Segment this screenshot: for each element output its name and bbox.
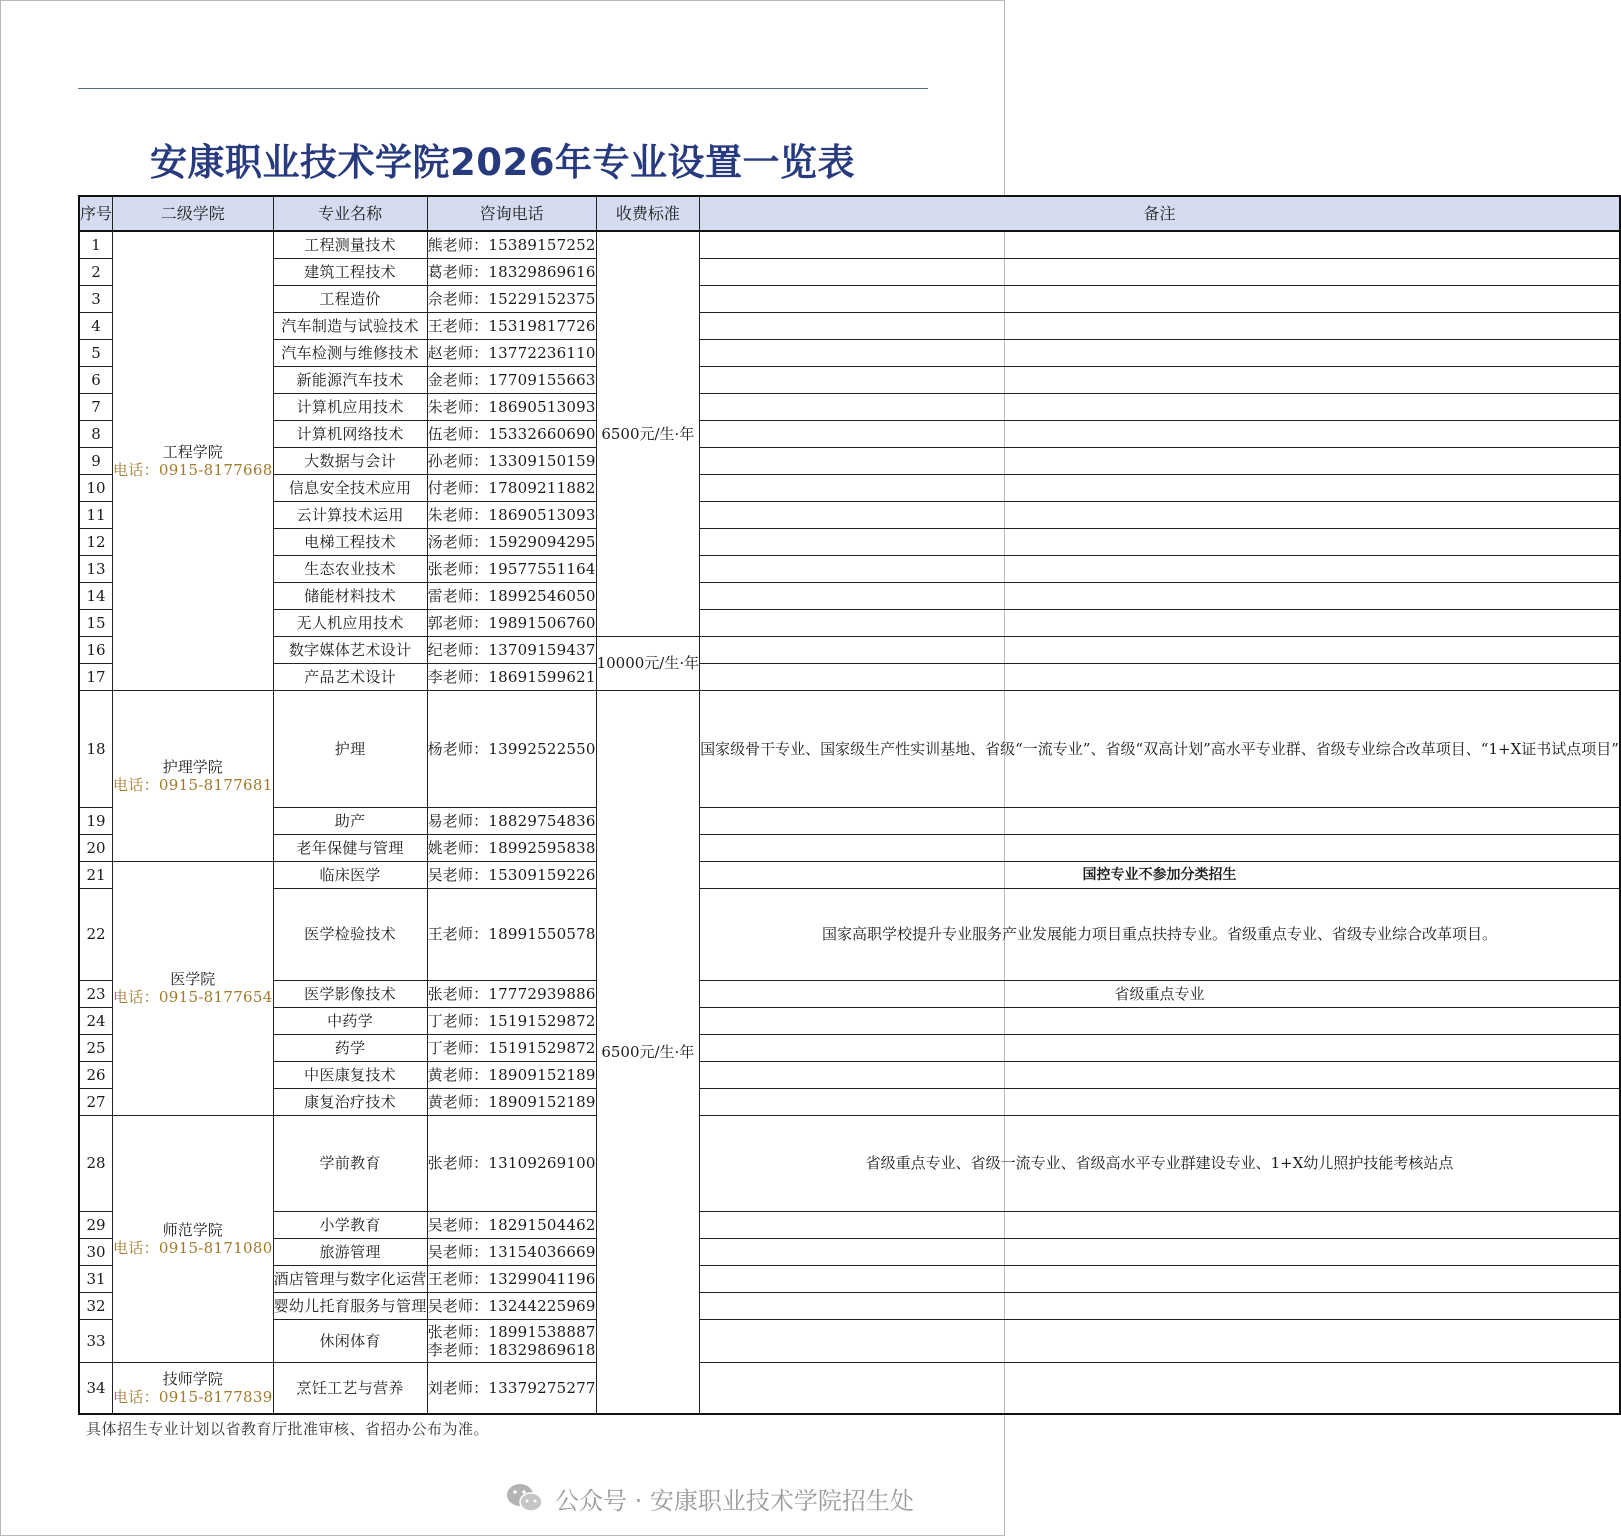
row-index: 7 <box>79 393 113 420</box>
row-index: 16 <box>79 636 113 663</box>
row-index: 19 <box>79 807 113 834</box>
contact-phone: 朱老师：18690513093 <box>427 505 596 524</box>
row-index: 29 <box>79 1211 113 1238</box>
remark <box>700 1238 1620 1265</box>
contact-phone: 吴老师：18291504462 <box>427 1215 596 1234</box>
remark <box>700 636 1620 663</box>
remark <box>700 1265 1620 1292</box>
major-name: 工程测量技术 <box>273 231 427 258</box>
contact-phone-cell <box>427 1211 596 1238</box>
table-row <box>79 366 1620 393</box>
contact-phone: 刘老师：13379275277 <box>427 1378 596 1397</box>
remark <box>700 447 1620 474</box>
major-name: 酒店管理与数字化运营 <box>273 1265 427 1292</box>
header-major: 专业名称 <box>273 196 427 231</box>
contact-phone-cell <box>427 1088 596 1115</box>
contact-phone: 易老师：18829754836 <box>427 811 596 830</box>
contact-phone: 付老师：17809211882 <box>427 478 596 497</box>
contact-phone-cell <box>427 1265 596 1292</box>
row-index: 26 <box>79 1061 113 1088</box>
remark <box>700 339 1620 366</box>
row-index: 30 <box>79 1238 113 1265</box>
remark <box>700 1034 1620 1061</box>
remark <box>700 312 1620 339</box>
remark <box>700 285 1620 312</box>
remark <box>700 834 1620 861</box>
remark: 国家高职学校提升专业服务产业发展能力项目重点扶持专业。省级重点专业、省级专业综合改革项目。 <box>700 888 1620 980</box>
table-body <box>79 231 1620 1414</box>
row-index: 2 <box>79 258 113 285</box>
remark: 省级重点专业 <box>700 980 1620 1007</box>
table-row <box>79 834 1620 861</box>
major-name: 医学检验技术 <box>273 888 427 980</box>
contact-phone: 吴老师：13154036669 <box>427 1242 596 1261</box>
row-index: 1 <box>79 231 113 258</box>
major-name: 数字媒体艺术设计 <box>273 636 427 663</box>
major-name: 小学教育 <box>273 1211 427 1238</box>
table-row <box>79 888 1620 980</box>
college-name: 医学院 <box>170 970 216 988</box>
major-name: 大数据与会计 <box>273 447 427 474</box>
contact-phone-cell <box>427 312 596 339</box>
contact-phone: 郭老师：19891506760 <box>427 613 596 632</box>
contact-phone: 张老师：18991538887 <box>427 1322 596 1341</box>
college-cell <box>113 861 274 1115</box>
remark <box>700 1362 1620 1414</box>
contact-phone-cell <box>427 474 596 501</box>
contact-phone-cell <box>427 528 596 555</box>
contact-phone-cell <box>427 636 596 663</box>
major-name: 汽车检测与维修技术 <box>273 339 427 366</box>
header-index: 序号 <box>79 196 113 231</box>
wechat-logo-icon <box>505 1481 545 1515</box>
major-name: 老年保健与管理 <box>273 834 427 861</box>
row-index: 8 <box>79 420 113 447</box>
contact-phone-cell <box>427 1319 596 1362</box>
major-name: 中医康复技术 <box>273 1061 427 1088</box>
table-row <box>79 1319 1620 1362</box>
major-name: 产品艺术设计 <box>273 663 427 690</box>
row-index: 32 <box>79 1292 113 1319</box>
remark <box>700 1211 1620 1238</box>
remark <box>700 528 1620 555</box>
remark <box>700 393 1620 420</box>
major-name: 烹饪工艺与营养 <box>273 1362 427 1414</box>
table-row <box>79 690 1620 807</box>
row-index: 13 <box>79 555 113 582</box>
contact-phone: 孙老师：13309150159 <box>427 451 596 470</box>
page-title: 安康职业技术学院2026年专业设置一览表 <box>150 141 855 184</box>
header-remark: 备注 <box>700 196 1620 231</box>
remark <box>700 1007 1620 1034</box>
college-name: 护理学院 <box>162 757 223 776</box>
contact-phone-cell <box>427 1061 596 1088</box>
contact-phone: 张老师：13109269100 <box>427 1154 596 1172</box>
college-phone: 电话：0915-8177668 <box>113 460 273 479</box>
major-name: 学前教育 <box>273 1115 427 1211</box>
contact-phone-cell <box>427 366 596 393</box>
table-row <box>79 258 1620 285</box>
major-table <box>78 195 1621 1415</box>
major-name: 生态农业技术 <box>273 555 427 582</box>
contact-phone-cell <box>427 285 596 312</box>
contact-phone-cell <box>427 1292 596 1319</box>
table-row <box>79 312 1620 339</box>
contact-phone: 王老师：13299041196 <box>427 1269 596 1288</box>
table-header-row <box>79 196 1620 231</box>
contact-phone: 丁老师：15191529872 <box>427 1038 596 1057</box>
contact-phone-cell <box>427 1007 596 1034</box>
row-index: 25 <box>79 1034 113 1061</box>
row-index: 31 <box>79 1265 113 1292</box>
contact-phone-cell <box>427 393 596 420</box>
contact-phone-cell <box>427 339 596 366</box>
table-row <box>79 420 1620 447</box>
contact-phone-cell <box>427 231 596 258</box>
major-name: 旅游管理 <box>273 1238 427 1265</box>
watermark <box>505 1478 914 1518</box>
watermark-text: 公众号 · 安康职业技术学院招生处 <box>555 1486 914 1515</box>
contact-phone: 伍老师：15332660690 <box>427 424 596 443</box>
college-phone: 电话：0915-8177681 <box>113 775 273 794</box>
college-phone: 电话：0915-8171080 <box>113 1238 273 1257</box>
table-row <box>79 1115 1620 1211</box>
row-index: 10 <box>79 474 113 501</box>
contact-phone: 朱老师：18690513093 <box>427 397 596 416</box>
remark <box>700 366 1620 393</box>
contact-phone: 黄老师：18909152189 <box>427 1092 596 1111</box>
table-row <box>79 231 1620 258</box>
table-row <box>79 1034 1620 1061</box>
remark <box>700 1088 1620 1115</box>
college-name: 技师学院 <box>162 1369 223 1388</box>
row-index: 24 <box>79 1007 113 1034</box>
table-row <box>79 555 1620 582</box>
table-row <box>79 980 1620 1007</box>
contact-phone-cell <box>427 1115 596 1211</box>
header-fee: 收费标准 <box>596 196 700 231</box>
contact-phone-cell <box>427 447 596 474</box>
major-name: 休闲体育 <box>273 1319 427 1362</box>
remark <box>700 582 1620 609</box>
table-row <box>79 1238 1620 1265</box>
row-index: 11 <box>79 501 113 528</box>
table-row <box>79 861 1620 888</box>
contact-phone: 纪老师：13709159437 <box>427 640 596 659</box>
remark <box>700 609 1620 636</box>
major-name: 计算机应用技术 <box>273 393 427 420</box>
table-row <box>79 1211 1620 1238</box>
fee-standard: 10000元/生·年 <box>596 636 700 690</box>
contact-phone-cell <box>427 980 596 1007</box>
major-name: 药学 <box>273 1034 427 1061</box>
major-name: 临床医学 <box>273 861 427 888</box>
table-row <box>79 807 1620 834</box>
contact-phone-cell <box>427 690 596 807</box>
remark <box>700 555 1620 582</box>
remark: 国家级骨干专业、国家级生产性实训基地、省级“一流专业”、省级“双高计划”高水平专业群、省级专业综合改革项目、“1+X证书试点项目” <box>700 690 1620 807</box>
contact-phone: 雷老师：18992546050 <box>427 586 596 605</box>
contact-phone: 赵老师：13772236110 <box>427 343 596 362</box>
contact-phone: 汤老师：15929094295 <box>427 532 596 551</box>
row-index: 5 <box>79 339 113 366</box>
row-index: 14 <box>79 582 113 609</box>
footnote: 具体招生专业计划以省教育厅批准审核、省招办公布为准。 <box>86 1420 490 1438</box>
table-row <box>79 663 1620 690</box>
contact-phone-cell <box>427 1238 596 1265</box>
contact-phone-cell <box>427 888 596 980</box>
college-cell <box>113 1115 274 1362</box>
remark <box>700 420 1620 447</box>
row-index: 20 <box>79 834 113 861</box>
major-name: 新能源汽车技术 <box>273 366 427 393</box>
table-row <box>79 501 1620 528</box>
contact-phone: 金老师：17709155663 <box>427 370 596 389</box>
remark <box>700 1319 1620 1362</box>
row-index: 21 <box>79 861 113 888</box>
contact-phone: 吴老师：13244225969 <box>427 1296 596 1315</box>
row-index: 28 <box>79 1115 113 1211</box>
contact-phone: 姚老师：18992595838 <box>427 838 596 857</box>
table-row <box>79 1292 1620 1319</box>
major-name: 无人机应用技术 <box>273 609 427 636</box>
table-row <box>79 1362 1620 1414</box>
row-index: 18 <box>79 690 113 807</box>
major-name: 建筑工程技术 <box>273 258 427 285</box>
fee-standard: 6500元/生·年 <box>596 690 700 1414</box>
row-index: 33 <box>79 1319 113 1362</box>
contact-phone: 吴老师：15309159226 <box>427 865 596 884</box>
table-row <box>79 447 1620 474</box>
major-name: 云计算技术运用 <box>273 501 427 528</box>
major-name: 助产 <box>273 807 427 834</box>
row-index: 34 <box>79 1362 113 1414</box>
contact-phone-cell <box>427 1034 596 1061</box>
major-name: 医学影像技术 <box>273 980 427 1007</box>
row-index: 4 <box>79 312 113 339</box>
row-index: 6 <box>79 366 113 393</box>
contact-phone-cell <box>427 555 596 582</box>
fee-standard: 6500元/生·年 <box>596 231 700 636</box>
contact-phone: 李老师：18691599621 <box>427 667 596 686</box>
contact-phone-cell <box>427 501 596 528</box>
contact-phone: 王老师：15319817726 <box>427 316 596 335</box>
remark <box>700 231 1620 258</box>
remark: 国控专业不参加分类招生 <box>700 861 1620 888</box>
contact-phone-cell <box>427 609 596 636</box>
contact-phone-cell <box>427 258 596 285</box>
major-name: 汽车制造与试验技术 <box>273 312 427 339</box>
table-row <box>79 636 1620 663</box>
contact-phone: 王老师：18991550578 <box>427 925 596 943</box>
contact-phone: 熊老师：15389157252 <box>427 235 596 254</box>
college-name: 工程学院 <box>162 442 223 461</box>
college-cell <box>113 1362 274 1414</box>
contact-phone: 佘老师：15229152375 <box>427 289 596 308</box>
row-index: 15 <box>79 609 113 636</box>
row-index: 22 <box>79 888 113 980</box>
table-row <box>79 393 1620 420</box>
contact-phone-cell <box>427 1362 596 1414</box>
row-index: 12 <box>79 528 113 555</box>
table-row <box>79 1007 1620 1034</box>
remark <box>700 1292 1620 1319</box>
remark: 省级重点专业、省级一流专业、省级高水平专业群建设专业、1+X幼儿照护技能考核站点 <box>700 1115 1620 1211</box>
contact-phone: 杨老师：13992522550 <box>427 739 596 758</box>
remark <box>700 663 1620 690</box>
table-row <box>79 1088 1620 1115</box>
table-row <box>79 474 1620 501</box>
major-name: 计算机网络技术 <box>273 420 427 447</box>
major-name: 电梯工程技术 <box>273 528 427 555</box>
remark <box>700 501 1620 528</box>
contact-phone: 张老师：17772939886 <box>427 984 596 1003</box>
row-index: 3 <box>79 285 113 312</box>
contact-phone: 张老师：19577551164 <box>427 559 596 578</box>
college-phone: 电话：0915-8177654 <box>113 988 273 1006</box>
contact-phone: 李老师：18329869618 <box>427 1340 596 1359</box>
college-name: 师范学院 <box>162 1220 223 1239</box>
major-name: 中药学 <box>273 1007 427 1034</box>
college-cell <box>113 231 274 690</box>
remark <box>700 1061 1620 1088</box>
major-name: 护理 <box>273 690 427 807</box>
contact-phone-cell <box>427 807 596 834</box>
college-phone: 电话：0915-8177839 <box>113 1387 273 1406</box>
row-index: 17 <box>79 663 113 690</box>
remark <box>700 474 1620 501</box>
row-index: 23 <box>79 980 113 1007</box>
row-index: 27 <box>79 1088 113 1115</box>
table-row <box>79 1061 1620 1088</box>
contact-phone-cell <box>427 861 596 888</box>
table-row <box>79 582 1620 609</box>
contact-phone: 葛老师：18329869616 <box>427 262 596 281</box>
contact-phone: 丁老师：15191529872 <box>427 1011 596 1030</box>
major-name: 工程造价 <box>273 285 427 312</box>
table-row <box>79 339 1620 366</box>
table-row <box>79 609 1620 636</box>
contact-phone: 黄老师：18909152189 <box>427 1065 596 1084</box>
contact-phone-cell <box>427 420 596 447</box>
table-row <box>79 285 1620 312</box>
contact-phone-cell <box>427 582 596 609</box>
table-row <box>79 1265 1620 1292</box>
major-name: 婴幼儿托育服务与管理 <box>273 1292 427 1319</box>
header-college: 二级学院 <box>113 196 274 231</box>
row-index: 9 <box>79 447 113 474</box>
remark <box>700 807 1620 834</box>
remark <box>700 258 1620 285</box>
contact-phone-cell <box>427 834 596 861</box>
major-name: 储能材料技术 <box>273 582 427 609</box>
header-rule <box>78 88 928 89</box>
major-name: 康复治疗技术 <box>273 1088 427 1115</box>
contact-phone-cell <box>427 663 596 690</box>
major-name: 信息安全技术应用 <box>273 474 427 501</box>
table-row <box>79 528 1620 555</box>
college-cell <box>113 690 274 861</box>
header-phone: 咨询电话 <box>427 196 596 231</box>
